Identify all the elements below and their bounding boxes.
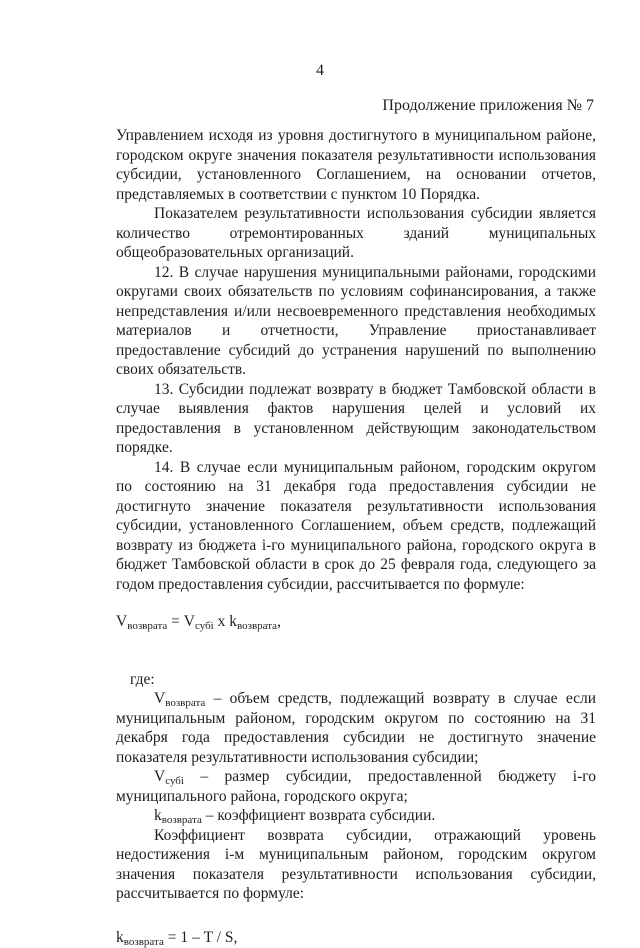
- definition-v-return: [116, 689, 596, 767]
- page-number: 4: [316, 62, 324, 79]
- paragraph-4: 13. Субсидии подлежат возврату в бюджет Тамбовской области в случае выявления фактов нарушения целей и условий их предоставления в установленном действующим законодательством порядке.: [116, 380, 596, 456]
- def2-symbol: V: [154, 768, 166, 785]
- formula1-tail: ,: [277, 613, 281, 630]
- def3-text: – коэффициент возврата субсидии.: [201, 807, 436, 824]
- paragraph-coefficient: Коэффициент возврата субсидии, отражающий уровень недостижения i-м муниципальным районом, городским округом значения показателя результативности использования субсидии, рассчитывается по формуле:: [116, 826, 596, 902]
- document-body: [116, 126, 596, 947]
- paragraph-5: 14. В случае если муниципальным районом, городским округом по состоянию на 31 декабря года предоставления субсидии не достигнуто значение показателя результативности использования субсидии, установленного Соглашением, объем средств, подлежащий возврату из бюджета i-го муниципального района, городского округа в бюджет Тамбовской области в срок до 25 февраля года, следующего за годом предоставления субсидии, рассчитывается по формуле:: [116, 458, 596, 593]
- formula1-lhs-sub: возврата: [127, 620, 168, 632]
- formula2-lhs-sub: возврата: [123, 935, 164, 948]
- def1-symbol: V: [154, 690, 166, 707]
- def1-sub: возврата: [165, 697, 206, 709]
- formula1-lhs: V: [116, 613, 128, 630]
- where-label: где:: [130, 670, 155, 688]
- def2-text: – размер субсидии, предоставленной бюджету i-го муниципального района, городского округа;: [116, 768, 596, 805]
- formula2-lhs: k: [116, 928, 124, 946]
- def2-sub: субi: [165, 775, 184, 787]
- formula-return-coefficient: [116, 928, 596, 948]
- formula1-term-sub: субi: [194, 620, 214, 632]
- def3-symbol: k: [154, 807, 162, 824]
- paragraph-2: Показателем результативности использования субсидии является количество отремонтированных зданий муниципальных общеобразовательных организаций.: [116, 205, 596, 261]
- appendix-header: Продолжение приложения № 7: [382, 97, 594, 114]
- def3-sub: возврата: [161, 814, 202, 826]
- formula1-mult: x k: [213, 613, 237, 630]
- formula1-eq: = V: [167, 613, 195, 630]
- paragraph-3: 12. В случае нарушения муниципальными районами, городскими округами своих обязательств по условиям софинансирования, а также непредставления и/или несвоевременного представления необходимых материалов и отчетности, Управление приостанавливает предоставление субсидий до устранения нарушений по выполнению своих обязательств.: [116, 263, 596, 378]
- formula1-k-sub: возврата: [236, 620, 278, 632]
- paragraph-1: Управлением исходя из уровня достигнутого в муниципальном районе, городском округе значения показателя результативности использования субсидии, установленного Соглашением, на основании отчетов, представляемых в соответствии с пунктом 10 Порядка.: [116, 127, 596, 203]
- def1-text: – объем средств, подлежащий возврату в случае если муниципальным районом, городским округом по состоянию на 31 декабря года предоставления субсидии не достигнуто значение показателя результативности использования субсидии;: [116, 690, 596, 766]
- formula-return-volume: [116, 612, 596, 632]
- formula2-rhs: = 1 – T / S,: [163, 928, 238, 946]
- definition-k-return: [116, 806, 596, 826]
- definition-v-subsidy: [116, 767, 596, 806]
